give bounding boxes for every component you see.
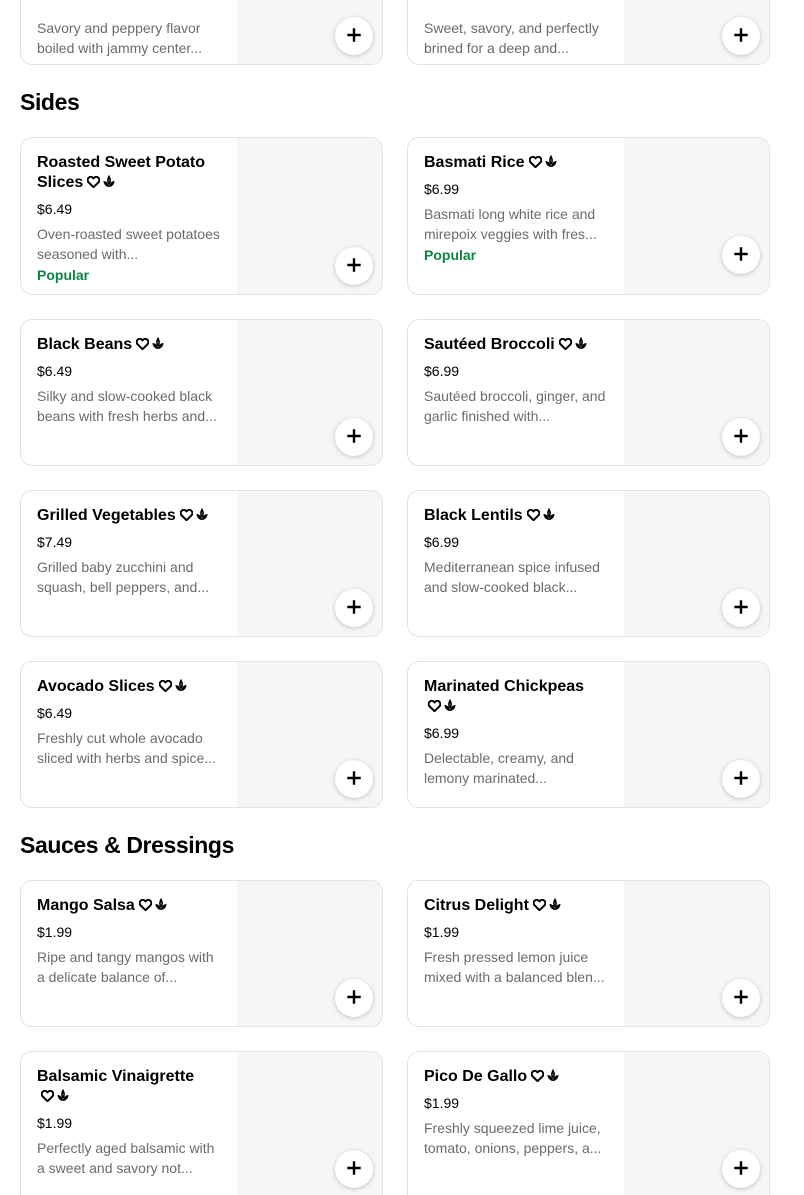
item-info	[37, 12, 223, 58]
item-price: $1.99	[37, 924, 73, 940]
item-price: $7.49	[37, 534, 73, 550]
item-name	[37, 1067, 217, 1108]
item-name-text: Marinated Chickpeas	[424, 678, 585, 695]
item-name-text: Pico De Gallo	[424, 1068, 528, 1085]
item-description: Basmati long white rice and mirepoix veggies with fres...	[424, 206, 597, 242]
item-description: Freshly squeezed lime juice, tomato, onions, peppers, a...	[424, 1120, 602, 1156]
item-name	[424, 1067, 610, 1088]
item-name-text: Mango Salsa	[37, 897, 135, 914]
item-info	[424, 1067, 610, 1158]
dietary-badges	[529, 154, 560, 174]
item-description: Delectable, creamy, and lemony marinated...	[424, 750, 574, 786]
plus-icon	[347, 1161, 361, 1178]
leaf-icon	[544, 154, 558, 174]
item-info	[424, 506, 610, 597]
popular-badge: Popular	[37, 267, 90, 283]
heart-icon	[41, 1088, 54, 1108]
menu-item-card[interactable]	[20, 880, 383, 1027]
menu-item-card[interactable]	[20, 1051, 383, 1195]
item-info	[37, 153, 223, 284]
item-info	[37, 506, 223, 597]
menu-item-card[interactable]	[407, 880, 770, 1027]
item-info	[37, 677, 223, 768]
plus-icon	[347, 990, 361, 1007]
item-info	[424, 335, 610, 426]
heart-icon	[136, 336, 149, 356]
item-name-text: Citrus Delight	[424, 897, 529, 914]
item-price: $6.99	[424, 534, 460, 550]
leaf-icon	[542, 507, 556, 527]
item-price: $6.99	[424, 363, 460, 379]
item-name-text: Black Lentils	[424, 507, 523, 524]
item-name-text: Sautéed Broccoli	[424, 336, 555, 353]
add-to-cart-button[interactable]	[335, 17, 373, 55]
item-name-text: Basmati Rice	[424, 154, 525, 171]
item-info	[424, 896, 610, 987]
leaf-icon	[174, 678, 188, 698]
leaf-icon	[102, 174, 116, 194]
popular-badge: Popular	[424, 247, 477, 263]
item-name	[37, 506, 223, 527]
item-price: $6.49	[37, 363, 73, 379]
add-to-cart-button[interactable]	[335, 760, 373, 798]
item-name	[424, 153, 610, 174]
add-to-cart-button[interactable]	[722, 589, 760, 627]
item-price: $1.99	[424, 1095, 460, 1111]
heart-icon	[428, 698, 441, 718]
dietary-badges	[527, 507, 558, 527]
section-title: Sauces & Dressings	[20, 832, 234, 858]
item-price: $1.99	[37, 1115, 73, 1131]
plus-icon	[347, 771, 361, 788]
item-description: Perfectly aged balsamic with a sweet and savory not...	[37, 1140, 215, 1176]
item-info	[37, 896, 223, 987]
item-name	[424, 677, 610, 718]
add-to-cart-button[interactable]	[722, 236, 760, 274]
leaf-icon	[151, 336, 165, 356]
menu-item-card[interactable]	[407, 1051, 770, 1195]
item-name-text: Grilled Vegetables	[37, 507, 176, 524]
item-name	[37, 677, 223, 698]
item-description: Grilled baby zucchini and squash, bell peppers, and...	[37, 559, 210, 595]
item-info	[37, 1067, 223, 1178]
heart-icon	[529, 154, 542, 174]
add-to-cart-button[interactable]	[722, 1150, 760, 1188]
plus-icon	[734, 28, 748, 45]
item-info	[424, 153, 610, 264]
plus-icon	[734, 429, 748, 446]
item-description: Mediterranean spice infused and slow-cooked black...	[424, 559, 600, 595]
plus-icon	[347, 600, 361, 617]
heart-icon	[531, 1068, 544, 1088]
heart-icon	[139, 897, 152, 917]
heart-icon	[533, 897, 546, 917]
heart-icon	[87, 174, 100, 194]
dietary-badges	[87, 174, 118, 194]
menu-item-card[interactable]	[407, 137, 770, 295]
item-name-text: Roasted Sweet Potato Slices	[37, 154, 206, 191]
item-price: $6.49	[37, 705, 73, 721]
item-name	[37, 896, 223, 917]
item-name	[37, 153, 217, 194]
leaf-icon	[574, 336, 588, 356]
item-price: $6.99	[424, 725, 460, 741]
menu-item-card[interactable]	[20, 661, 383, 808]
leaf-icon	[154, 897, 168, 917]
leaf-icon	[56, 1088, 70, 1108]
menu-item-card[interactable]	[407, 490, 770, 637]
menu-item-card[interactable]	[407, 319, 770, 466]
item-info	[424, 677, 610, 788]
item-name	[424, 896, 610, 917]
item-name-text: Avocado Slices	[37, 678, 155, 695]
dietary-badges	[533, 897, 564, 917]
dietary-badges	[136, 336, 167, 356]
menu-item-card[interactable]	[20, 490, 383, 637]
leaf-icon	[546, 1068, 560, 1088]
heart-icon	[559, 336, 572, 356]
leaf-icon	[443, 698, 457, 718]
menu-item-card[interactable]	[407, 661, 770, 808]
leaf-icon	[195, 507, 209, 527]
menu-item-card[interactable]	[20, 137, 383, 295]
plus-icon	[347, 429, 361, 446]
item-price: $6.49	[37, 201, 73, 217]
item-name-text: Black Beans	[37, 336, 133, 353]
add-to-cart-button[interactable]	[722, 418, 760, 456]
dietary-badges	[559, 336, 590, 356]
item-name-text: Balsamic Vinaigrette	[37, 1068, 195, 1085]
plus-icon	[734, 600, 748, 617]
plus-icon	[347, 28, 361, 45]
add-to-cart-button[interactable]	[335, 589, 373, 627]
add-to-cart-button[interactable]	[722, 979, 760, 1017]
item-description: Fresh pressed lemon juice mixed with a balanced blen...	[424, 949, 605, 985]
heart-icon	[180, 507, 193, 527]
item-description: Savory and peppery flavor boiled with jammy center...	[37, 20, 202, 56]
dietary-badges	[139, 897, 170, 917]
plus-icon	[734, 771, 748, 788]
item-info	[424, 12, 610, 58]
item-price: $6.99	[424, 181, 460, 197]
item-description: Oven-roasted sweet potatoes seasoned with...	[37, 226, 220, 262]
dietary-badges	[180, 507, 211, 527]
menu-item-card[interactable]	[20, 0, 383, 65]
plus-icon	[347, 258, 361, 275]
add-to-cart-button[interactable]	[335, 1150, 373, 1188]
add-to-cart-button[interactable]	[335, 979, 373, 1017]
section-title: Sides	[20, 89, 80, 115]
plus-icon	[734, 990, 748, 1007]
item-description: Ripe and tangy mangos with a delicate balance of...	[37, 949, 214, 985]
item-description: Sautéed broccoli, ginger, and garlic finished with...	[424, 388, 606, 424]
heart-icon	[159, 678, 172, 698]
item-description: Sweet, savory, and perfectly brined for a deep and...	[424, 20, 599, 56]
dietary-badges	[428, 698, 459, 718]
add-to-cart-button[interactable]	[335, 247, 373, 285]
item-description: Silky and slow-cooked black beans with fresh herbs and...	[37, 388, 217, 424]
dietary-badges	[531, 1068, 562, 1088]
add-to-cart-button[interactable]	[335, 418, 373, 456]
leaf-icon	[548, 897, 562, 917]
dietary-badges	[41, 1088, 72, 1108]
menu-item-card[interactable]	[20, 319, 383, 466]
add-to-cart-button[interactable]	[722, 760, 760, 798]
menu-item-card[interactable]	[407, 0, 770, 65]
item-info	[37, 335, 223, 426]
item-name	[424, 335, 610, 356]
item-name	[37, 335, 223, 356]
item-name	[424, 506, 610, 527]
add-to-cart-button[interactable]	[722, 17, 760, 55]
item-price: $1.99	[424, 924, 460, 940]
item-description: Freshly cut whole avocado sliced with herbs and spice...	[37, 730, 216, 766]
plus-icon	[734, 247, 748, 264]
plus-icon	[734, 1161, 748, 1178]
heart-icon	[527, 507, 540, 527]
dietary-badges	[159, 678, 190, 698]
